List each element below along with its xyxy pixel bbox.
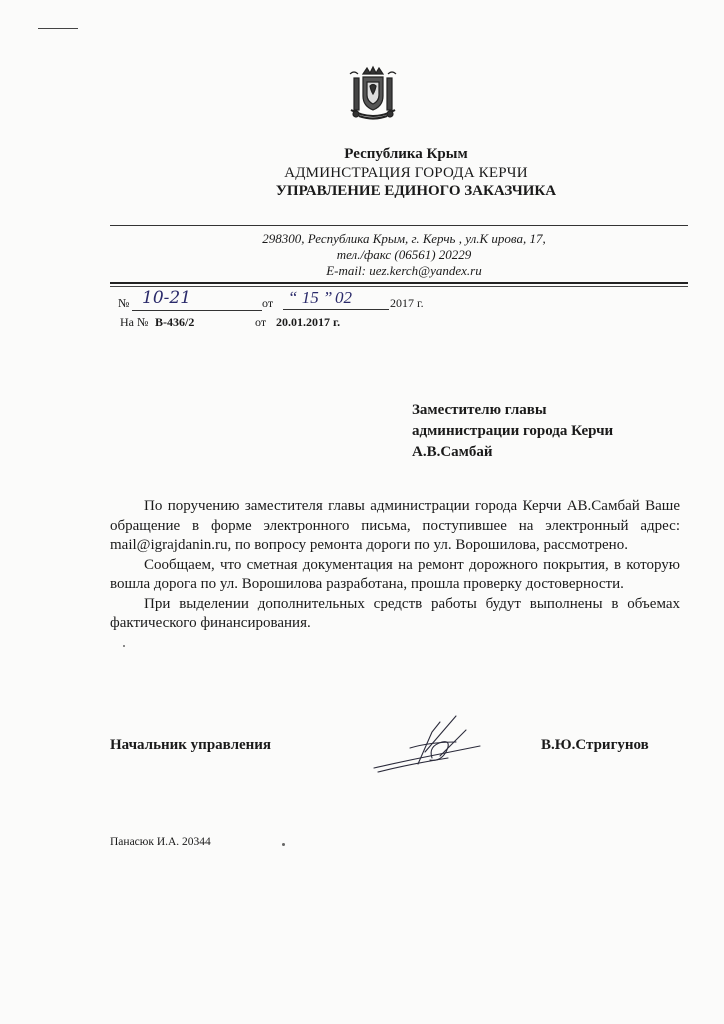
outgoing-number-handwritten: 10-21 bbox=[132, 288, 262, 311]
reference-number-label: На № bbox=[120, 315, 149, 329]
coat-of-arms-icon bbox=[345, 64, 401, 122]
addressee-line-2: администрации города Керчи bbox=[412, 423, 614, 439]
addressee-block bbox=[412, 400, 613, 463]
header-divider bbox=[110, 225, 688, 226]
signer-title: Начальник управления bbox=[110, 737, 272, 753]
body-paragraph-2: Сообщаем, что сметная документация на ремонт дорожного покрытия, в которую вошла дорога по ул. Ворошилова разработана, прошла проверку достоверности. bbox=[110, 556, 680, 592]
letterhead-rule-thin bbox=[110, 286, 688, 287]
department-name: УПРАВЛЕНИЕ ЕДИНОГО ЗАКАЗЧИКА bbox=[275, 183, 557, 199]
scan-speck bbox=[282, 843, 285, 846]
administration-name: АДМИНСТРАЦИЯ ГОРОДА КЕРЧИ bbox=[284, 165, 528, 181]
addressee-line-1: Заместителю главы bbox=[412, 402, 547, 418]
phone-fax: тел./факс (06561) 20229 bbox=[336, 247, 472, 262]
date-underline bbox=[283, 309, 389, 310]
reference-date-label: от bbox=[255, 315, 267, 329]
postal-address: 298300, Республика Крым, г. Керчь , ул.К ирова, 17, bbox=[262, 231, 546, 246]
body-paragraph-3: При выделении дополнительных средств работы будут выполнены в объемах фактического финансирования. bbox=[110, 595, 680, 631]
reference-number-value: В-436/2 bbox=[155, 315, 195, 329]
handwritten-signature bbox=[370, 712, 490, 774]
outgoing-number-label: № bbox=[118, 296, 130, 310]
outgoing-date-month: 02 bbox=[335, 288, 352, 307]
scan-speck bbox=[123, 645, 125, 647]
body-paragraph-1: По поручению заместителя главы администрации города Керчи АВ.Самбай Ваше обращение в форме электронного письма, поступившее на электронный адрес: mail@igrajdanin.ru, по вопросу ремонта дороги по ул. Ворошилова, рассмотрено. bbox=[110, 498, 680, 553]
reference-date-value: 20.01.2017 г. bbox=[276, 315, 341, 329]
region-name: Республика Крым bbox=[344, 146, 468, 162]
letterhead-rule bbox=[110, 282, 688, 284]
letter-body bbox=[110, 497, 680, 634]
email-address: E-mail: uez.kerch@yandex.ru bbox=[326, 263, 482, 278]
outgoing-date-year: 2017 г. bbox=[390, 296, 424, 310]
signer-name: В.Ю.Стригунов bbox=[541, 737, 649, 753]
addressee-line-3: А.В.Самбай bbox=[412, 444, 493, 460]
outgoing-date-day: “ 15 ” bbox=[288, 288, 333, 307]
corner-mark bbox=[38, 28, 78, 29]
executor-info: Панасюк И.А. 20344 bbox=[110, 836, 211, 848]
outgoing-date-label: от bbox=[262, 296, 274, 310]
